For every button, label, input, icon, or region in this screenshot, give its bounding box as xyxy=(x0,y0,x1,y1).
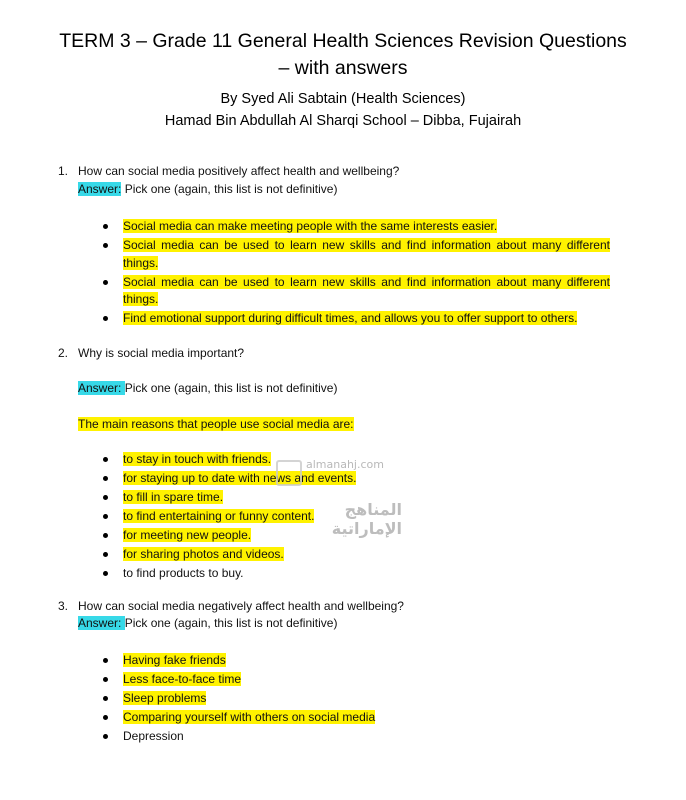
list-item: Find emotional support during difficult times, and allows you to offer support to others. xyxy=(100,310,610,328)
question-1-text: How can social media positively affect health and wellbeing? xyxy=(78,164,400,178)
title-line-1: TERM 3 – Grade 11 General Health Sciences Revision Questions xyxy=(59,30,627,52)
list-item: for sharing photos and videos. xyxy=(100,546,610,564)
list-item: Having fake friends xyxy=(100,652,610,670)
author-line: By Syed Ali Sabtain (Health Sciences) xyxy=(220,91,466,107)
list-item: Depression xyxy=(100,728,610,746)
answer-2-line xyxy=(78,380,337,397)
list-item: to stay in touch with friends. xyxy=(100,451,610,469)
document-header xyxy=(0,28,686,132)
title-line-2: – with answers xyxy=(278,57,408,79)
question-3-number: 3. xyxy=(58,599,69,613)
question-3-text: How can social media negatively affect health and wellbeing? xyxy=(78,599,404,613)
list-item: for staying up to date with news and events. xyxy=(100,470,610,488)
list-item: Social media can make meeting people with the same interests easier. xyxy=(100,218,610,236)
answer-1-label: Answer: xyxy=(78,182,122,196)
answer-2-list xyxy=(100,451,610,584)
school-line: Hamad Bin Abdullah Al Sharqi School – Dibba, Fujairah xyxy=(164,113,522,129)
answer-2-note: Pick one (again, this list is not definitive) xyxy=(124,381,338,395)
answer-1-line xyxy=(78,181,337,198)
list-item: to fill in spare time. xyxy=(100,489,610,507)
answer-3-label: Answer: xyxy=(78,616,125,630)
question-3 xyxy=(58,598,404,615)
list-item: Comparing yourself with others on social media xyxy=(100,709,610,727)
watermark-arabic: المناهج الإماراتية xyxy=(331,500,402,538)
question-2-text: Why is social media important? xyxy=(78,346,245,360)
answer-2-intro: The main reasons that people use social media are: xyxy=(78,417,354,431)
answer-3-line xyxy=(78,615,337,632)
list-item: to find entertaining or funny content. xyxy=(100,508,610,526)
list-item: to find products to buy. xyxy=(100,565,610,583)
question-1 xyxy=(58,163,399,180)
answer-3-list xyxy=(100,652,610,747)
list-item: Social media can be used to learn new skills and find information about many different things. xyxy=(100,237,610,272)
answer-1-note: Pick one (again, this list is not definitive) xyxy=(121,182,338,196)
watermark-url: almanahj.com xyxy=(306,458,384,471)
question-2-number: 2. xyxy=(58,346,69,360)
question-2 xyxy=(58,345,244,362)
answer-3-note: Pick one (again, this list is not definitive) xyxy=(124,616,338,630)
answer-1-list xyxy=(100,218,610,329)
question-1-number: 1. xyxy=(58,164,69,178)
answer-2-label: Answer: xyxy=(78,381,125,395)
list-item: Less face-to-face time xyxy=(100,671,610,689)
list-item: for meeting new people. xyxy=(100,527,610,545)
list-item: Social media can be used to learn new skills and find information about many different things. xyxy=(100,274,610,309)
list-item: Sleep problems xyxy=(100,690,610,708)
